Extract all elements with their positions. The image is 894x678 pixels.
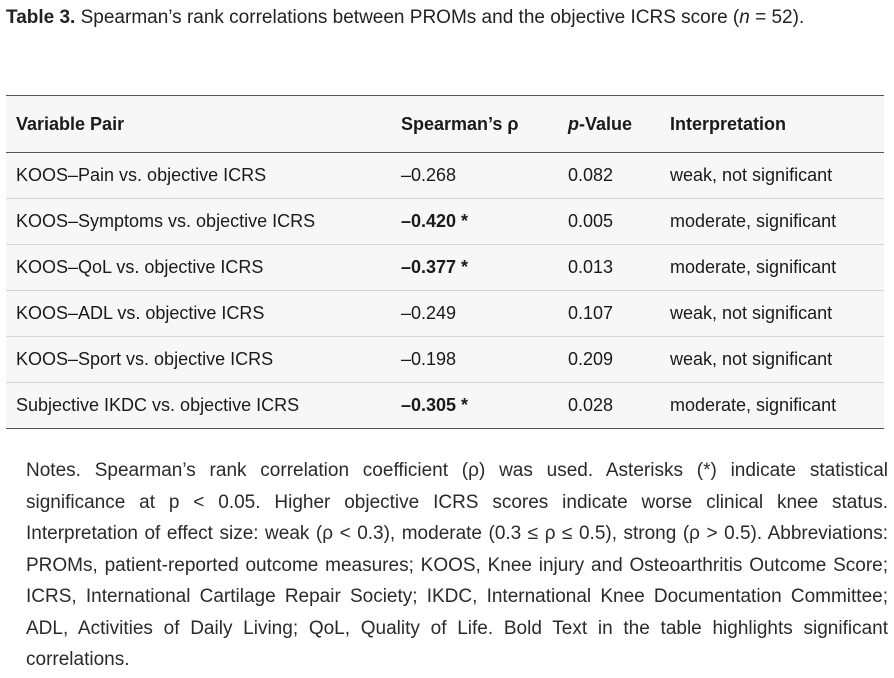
table-row: [6, 383, 884, 429]
cell-spearman-rho: –0.198: [391, 337, 558, 383]
cell-interpretation: weak, not significant: [660, 153, 884, 199]
cell-spearman-rho: –0.305 *: [401, 395, 469, 415]
cell-spearman-rho: –0.268: [391, 153, 558, 199]
cell-p-value: 0.013: [558, 245, 660, 291]
table-row: [6, 245, 884, 291]
cell-interpretation: moderate, significant: [660, 245, 884, 291]
header-spearman: Spearman’s ρ: [391, 96, 558, 153]
cell-variable-pair: KOOS–Pain vs. objective ICRS: [6, 153, 391, 199]
table-header-row: [6, 96, 884, 153]
header-p-italic: p: [568, 113, 579, 134]
caption-n-symbol: n: [739, 7, 750, 28]
header-interpretation: Interpretation: [660, 96, 884, 153]
cell-variable-pair: KOOS–QoL vs. objective ICRS: [6, 245, 391, 291]
cell-spearman-rho: –0.377 *: [391, 245, 558, 291]
cell-p-value: 0.005: [558, 199, 660, 245]
cell-p-value: 0.082: [558, 153, 660, 199]
table-body: [6, 153, 884, 429]
cell-interpretation: weak, not significant: [660, 337, 884, 383]
cell-spearman-rho: –0.420 *: [391, 199, 558, 245]
header-variable-pair: Variable Pair: [6, 96, 391, 153]
cell-p-value: 0.107: [558, 291, 660, 337]
table-row: [6, 337, 884, 383]
table-row: [6, 291, 884, 337]
header-p-value: [558, 96, 660, 153]
results-table-container: [6, 95, 884, 429]
table-caption: [6, 2, 890, 33]
cell-variable-pair: KOOS–Sport vs. objective ICRS: [6, 337, 391, 383]
cell-variable-pair: KOOS–ADL vs. objective ICRS: [6, 291, 391, 337]
cell-spearman-rho: –0.249: [391, 291, 558, 337]
cell-p-value: 0.028: [568, 395, 614, 415]
table-notes: Notes. Spearman’s rank correlation coefficient (ρ) was used. Asterisks (*) indicate statistical significance at p < 0.05. Higher objective ICRS scores indicate worse clinical knee status. Interpretation of effect size: weak (ρ < 0.3), moderate (0.3 ≤ ρ ≤ 0.5), strong (ρ > 0.5). Abbreviations: PROMs, patient-reported outcome measures; KOOS, Knee injury and Osteoarthritis Outcome Score; ICRS, International Cartilage Repair Society; IKDC, International Knee Documentation Committee; ADL, Activities of Daily Living; QoL, Quality of Life. Bold Text in the table highlights significant correlations.: [26, 460, 888, 670]
cell-interpretation: moderate, significant: [660, 199, 884, 245]
caption-text-end: = 52).: [749, 7, 805, 28]
cell-p-value: 0.209: [558, 337, 660, 383]
cell-interpretation: moderate, significant: [670, 395, 837, 415]
cell-variable-pair: KOOS–Symptoms vs. objective ICRS: [6, 199, 391, 245]
header-p-rest: -Value: [579, 113, 633, 134]
table-row: [6, 153, 884, 199]
cell-variable-pair: Subjective IKDC vs. objective ICRS: [16, 395, 300, 415]
table-row: [6, 199, 884, 245]
cell-interpretation: weak, not significant: [660, 291, 884, 337]
caption-text: Spearman’s rank correlations between PROMs and the objective ICRS score (: [75, 7, 740, 28]
results-table: [6, 96, 884, 428]
table-label: Table 3.: [6, 7, 76, 28]
